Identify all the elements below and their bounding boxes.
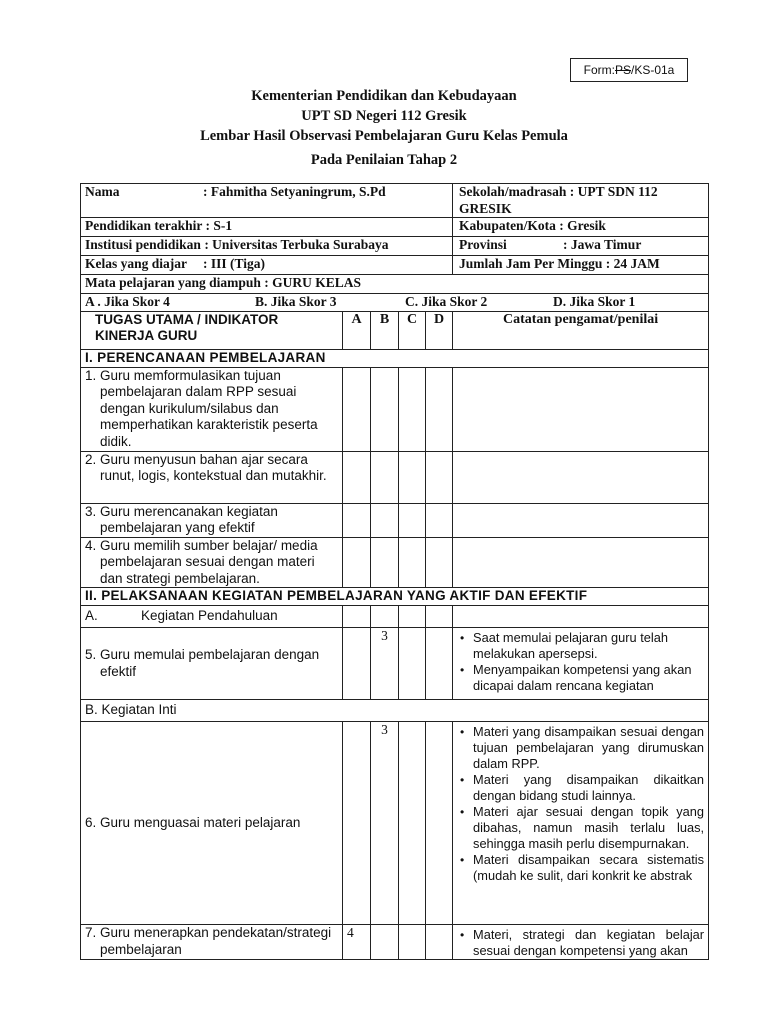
sub-a-text: Kegiatan Pendahuluan — [141, 608, 278, 624]
info-school — [453, 184, 709, 218]
cell-5-a — [343, 628, 371, 700]
info-regency — [453, 218, 709, 237]
form-code-struck: PS — [614, 63, 631, 77]
note-7-1: • Materi, strategi dan kegiatan belajar sesuai dengan kompetensi yang akan — [473, 927, 704, 959]
form-code-prefix: Form: — [583, 63, 615, 77]
info-name-value: : Fahmitha Setyaningrum, S.Pd — [203, 184, 386, 199]
cell-sa-d — [426, 606, 453, 628]
cell-sa-a — [343, 606, 371, 628]
sub-b: B. Kegiatan Inti — [81, 700, 709, 722]
indicator-4-text: Guru memilih sumber belajar/ media pembelajaran sesuai dengan materi dan strategi pembelajaran. — [100, 537, 318, 586]
header-c: C — [399, 311, 426, 349]
cell-1-a — [343, 367, 371, 451]
sub-a-letter: A. — [85, 608, 98, 624]
indicator-7-text: Guru menerapkan pendekatan/strategi pembelajaran — [100, 925, 332, 957]
score-b: B. Jika Skor 3 — [255, 294, 337, 309]
info-education-value: : S-1 — [202, 218, 233, 233]
info-class-label: Kelas yang diajar — [85, 256, 188, 271]
indicator-1-text: Guru memformulasikan tujuan pembelajaran dalam RPP sesuai dengan kurikulum/silabus dan memperhatikan karakteristik peserta didik. — [100, 367, 318, 449]
cell-2-b — [371, 451, 399, 503]
cell-1-notes — [453, 367, 709, 451]
cell-sa-b — [371, 606, 399, 628]
info-province-label: Provinsi — [459, 237, 507, 252]
indicator-7-number: 7. — [85, 925, 97, 940]
cell-3-c — [399, 503, 426, 537]
info-education — [81, 218, 453, 237]
info-subject-value: : GURU KELAS — [260, 275, 362, 290]
cell-7-b — [371, 925, 399, 960]
cell-6-a — [343, 722, 371, 925]
table-row-5 — [81, 628, 709, 700]
score-c: C. Jika Skor 2 — [405, 294, 488, 309]
section-implementation-row — [81, 588, 709, 606]
cell-6-d — [426, 722, 453, 925]
indicator-3-text: Guru merencanakan kegiatan pembelajaran yang efektif — [100, 503, 278, 535]
score-legend-row — [81, 294, 709, 312]
indicator-7 — [81, 925, 343, 960]
indicator-2 — [81, 451, 343, 503]
notes-6-list — [457, 724, 704, 884]
form-code-box — [570, 58, 688, 82]
header-d: D — [426, 311, 453, 349]
cell-6-c — [399, 722, 426, 925]
info-regency-label: Kabupaten/Kota — [459, 218, 556, 233]
notes-7-list — [457, 927, 704, 959]
info-institution — [81, 237, 453, 256]
header-school: UPT SD Negeri 112 Gresik — [301, 108, 467, 124]
info-subject — [81, 275, 709, 294]
info-subject-label: Mata pelajaran yang diampuh — [85, 275, 261, 290]
sub-a-row — [81, 606, 709, 628]
info-province-value: : Jawa Timur — [563, 237, 642, 252]
cell-5-c — [399, 628, 426, 700]
indicator-6-text: Guru menguasai materi pelajaran — [100, 814, 301, 830]
info-row-education — [81, 218, 709, 237]
cell-2-d — [426, 451, 453, 503]
cell-7-a: 4 — [343, 925, 371, 960]
info-hours: Jumlah Jam Per Minggu : 24 JAM — [453, 256, 709, 275]
header-task: TUGAS UTAMA / INDIKATOR KINERJA GURU — [81, 311, 343, 349]
cell-3-b — [371, 503, 399, 537]
header-title: Lembar Hasil Observasi Pembelajaran Guru Kelas Pemula — [200, 128, 568, 144]
cell-sa-notes — [453, 606, 709, 628]
score-a: A . Jika Skor 4 — [85, 294, 170, 309]
cell-7-c — [399, 925, 426, 960]
cell-4-d — [426, 537, 453, 588]
cell-7-d — [426, 925, 453, 960]
cell-2-c — [399, 451, 426, 503]
info-row-name — [81, 184, 709, 218]
indicator-5-text: Guru memulai pembelajaran dengan efektif — [100, 647, 320, 679]
cell-4-c — [399, 537, 426, 588]
form-code-suffix: /KS-01a — [631, 63, 675, 77]
cell-2-notes — [453, 451, 709, 503]
score-legend — [81, 294, 709, 312]
note-6-2: • Materi yang disampaikan dikaitkan dengan bidang studi lainnya. — [473, 772, 704, 804]
table-row-1 — [81, 367, 709, 451]
table-header-row — [81, 311, 709, 349]
section-planning: I. PERENCANAAN PEMBELAJARAN — [81, 349, 709, 367]
indicator-2-number: 2. — [85, 451, 97, 467]
indicator-3-number: 3. — [85, 503, 97, 519]
indicator-4 — [81, 537, 343, 588]
sub-b-row — [81, 700, 709, 722]
table-row-7 — [81, 925, 709, 960]
indicator-6 — [81, 722, 343, 925]
cell-1-c — [399, 367, 426, 451]
info-row-institution — [81, 237, 709, 256]
note-5-1: • Saat memulai pelajaran guru telah melakukan apersepsi. — [473, 630, 704, 662]
indicator-1-number: 1. — [85, 367, 97, 383]
cell-3-notes — [453, 503, 709, 537]
header-ministry: Kementerian Pendidikan dan Kebudayaan — [251, 88, 517, 104]
cell-1-b — [371, 367, 399, 451]
info-name-label: Nama — [85, 184, 120, 199]
info-class-value: : III (Tiga) — [203, 256, 266, 271]
info-province — [453, 237, 709, 256]
info-institution-value: : Universitas Terbuka Surabaya — [200, 237, 389, 252]
table-row-4 — [81, 537, 709, 588]
header-notes: Catatan pengamat/penilai — [453, 311, 709, 349]
score-d: D. Jika Skor 1 — [553, 294, 636, 309]
indicator-6-number: 6. — [85, 814, 97, 830]
info-row-class — [81, 256, 709, 275]
cell-5-d — [426, 628, 453, 700]
info-row-subject — [81, 275, 709, 294]
cell-1-d — [426, 367, 453, 451]
info-institution-label: Institusi pendidikan — [85, 237, 201, 252]
cell-3-d — [426, 503, 453, 537]
info-name — [81, 184, 453, 218]
observation-table — [80, 183, 709, 960]
cell-6-notes — [453, 722, 709, 925]
section-planning-row — [81, 349, 709, 367]
header-a: A — [343, 311, 371, 349]
cell-5-notes — [453, 628, 709, 700]
indicator-5-number: 5. — [85, 647, 97, 662]
note-6-3: • Materi ajar sesuai dengan topik yang dibahas, namun masih terlalu luas, sehingga masih perlu disempurnakan. — [473, 804, 704, 852]
cell-4-b — [371, 537, 399, 588]
header-stage: Pada Penilaian Tahap 2 — [310, 152, 458, 168]
cell-sa-c — [399, 606, 426, 628]
cell-7-notes — [453, 925, 709, 960]
note-6-4: • Materi disampaikan secara sistematis (mudah ke sulit, dari konkrit ke abstrak — [473, 852, 704, 884]
indicator-1 — [81, 367, 343, 451]
header-b: B — [371, 311, 399, 349]
cell-3-a — [343, 503, 371, 537]
notes-5-list — [457, 630, 704, 694]
indicator-3 — [81, 503, 343, 537]
note-6-1: • Materi yang disampaikan sesuai dengan tujuan pembelajaran yang dirumuskan dalam RPP. — [473, 724, 704, 772]
info-regency-value: : Gresik — [555, 218, 606, 233]
indicator-4-number: 4. — [85, 537, 97, 553]
table-row-3 — [81, 503, 709, 537]
sub-a — [81, 606, 343, 628]
cell-4-notes — [453, 537, 709, 588]
table-row-2 — [81, 451, 709, 503]
indicator-2-text: Guru menyusun bahan ajar secara runut, logis, kontekstual dan mutakhir. — [100, 451, 327, 483]
cell-5-b: 3 — [371, 628, 399, 700]
info-school-label: Sekolah/madrasah — [459, 184, 567, 199]
indicator-5 — [81, 628, 343, 700]
note-5-2: • Menyampaikan kompetensi yang akan dicapai dalam rencana kegiatan — [473, 662, 704, 694]
cell-4-a — [343, 537, 371, 588]
cell-6-b: 3 — [371, 722, 399, 925]
cell-2-a — [343, 451, 371, 503]
info-education-label: Pendidikan terakhir — [85, 218, 203, 233]
info-class — [81, 256, 453, 275]
section-implementation: II. PELAKSANAAN KEGIATAN PEMBELAJARAN YANG AKTIF DAN EFEKTIF — [81, 588, 709, 606]
info-school-value: : UPT SDN 112 GRESIK — [459, 184, 658, 216]
table-row-6 — [81, 722, 709, 925]
